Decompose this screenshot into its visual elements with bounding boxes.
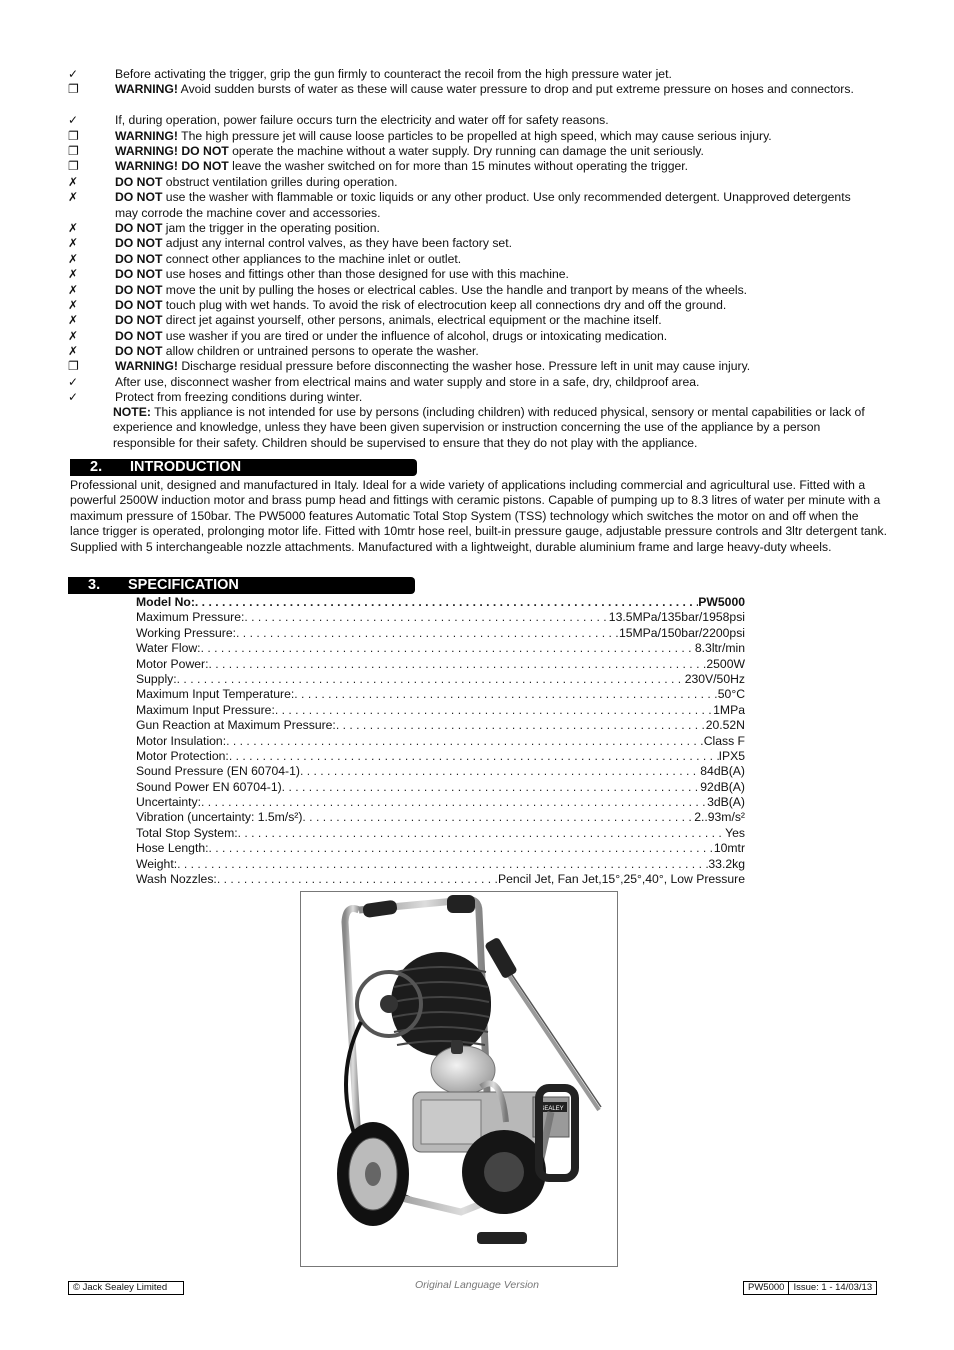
specification-title: SPECIFICATION [128,577,239,593]
spec-leader-dots [177,672,685,687]
safety-item-text [115,82,868,97]
spec-value: 1MPa [713,702,745,717]
safety-item-text [115,267,868,282]
spec-row [136,841,745,856]
safety-item-emphasis: DO NOT [115,251,163,266]
spec-label: Motor Insulation: [136,733,227,748]
safety-item-text [115,344,868,359]
safety-item-body: move the unit by pulling the hoses or electrical cables. Use the handle and tranport by means of the wheels. [162,282,748,297]
spec-value: PW5000 [698,595,745,609]
safety-item [68,236,868,251]
safety-item-text [115,144,868,159]
spec-label: Sound Pressure (EN 60704-1) [136,764,300,779]
safety-item-emphasis: DO NOT [115,236,163,251]
safety-item-emphasis: WARNING! DO NOT [115,159,229,174]
safety-item-emphasis: DO NOT [115,220,163,235]
checkbox-icon: ❐ [68,159,79,174]
spec-row [136,610,745,625]
note-text: This appliance is not intended for use by persons (including children) with reduced physical, sensory or mental capabilities or lack of experience and knowledge, unless they have been given supervision or instruction concerning the use of the appliance by a person responsible for their safety. Children should be supervised to ensure that they do not play with the appliance. [113,405,865,450]
spec-label: Motor Protection: [136,748,229,763]
spec-leader-dots [201,795,707,810]
spec-value: 10mtr [713,841,745,856]
safety-item-body: If, during operation, power failure occurs turn the electricity and water off for safety reasons. [115,113,609,128]
safety-item-text [115,159,868,174]
spec-label: Water Flow: [136,641,201,656]
safety-item-body: Before activating the trigger, grip the gun firmly to counteract the recoil from the high pressure water jet. [115,67,672,81]
spec-value: Yes [725,825,745,840]
spec-value: 84dB(A) [700,764,745,779]
safety-item-text [115,329,868,344]
footer-issue: Issue: 1 - 14/03/13 [789,1281,877,1295]
spec-label: Vibration (uncertainty: 1.5m/s²) [136,810,303,825]
spec-row [136,626,745,641]
safety-item [68,359,868,374]
brand-plate-text: SEALEY [540,1106,564,1112]
safety-item [68,344,868,359]
spec-leader-dots [201,641,695,656]
safety-item-text [115,236,868,251]
safety-item-body: The high pressure jet will cause loose particles to be propelled at high speed, which may cause serious injury. [177,128,772,143]
cross-icon: ✗ [68,282,79,297]
safety-item-emphasis: DO NOT [115,313,163,328]
spec-leader-dots [275,703,713,718]
spec-leader-dots [336,718,706,733]
spec-leader-dots [282,780,701,795]
safety-item-body: Avoid sudden bursts of water as these will cause water pressure to drop and put extreme pressure on hoses and connectors. [177,82,854,97]
safety-item-text [115,298,868,313]
spec-row [136,641,745,656]
spec-label: Gun Reaction at Maximum Pressure: [136,718,336,733]
copyright-box: © Jack Sealey Limited [68,1281,184,1295]
safety-item-body: Discharge residual pressure before disconnecting the washer hose. Pressure left in unit may cause injury. [177,359,751,374]
spec-row [136,749,745,764]
safety-item-emphasis: WARNING! DO NOT [115,143,229,158]
specification-table [136,595,745,887]
safety-item-text [115,359,868,374]
spec-value: 2500W [706,656,745,671]
spec-value: 50°C [717,687,745,702]
safety-item-emphasis: WARNING! [115,82,178,97]
tick-icon: ✓ [68,113,79,128]
safety-item [68,129,868,144]
issue-box [743,1281,877,1295]
spec-value: 20.52N [705,718,745,733]
specification-number: 3. [88,577,101,593]
spec-row [136,734,745,749]
safety-item-text [115,190,868,221]
safety-item-text [115,313,868,328]
cross-icon: ✗ [68,297,79,312]
introduction-heading [70,459,417,476]
cross-icon: ✗ [68,190,79,205]
spec-label: Weight: [136,856,178,871]
safety-item-text [115,283,868,298]
spec-label: Sound Power EN 60704-1) [136,779,282,794]
tick-icon: ✓ [68,67,79,81]
spec-label: Wash Nozzles: [136,872,217,887]
safety-item-body: After use, disconnect washer from electrical mains and water supply and store in a safe, dry, childproof area. [115,374,700,389]
checkbox-icon: ❐ [68,143,79,158]
safety-item [68,267,868,282]
tick-icon: ✓ [68,374,79,389]
safety-instructions [68,67,868,406]
spec-label: Working Pressure: [136,625,237,640]
spec-row [136,718,745,733]
safety-item-body: obstruct ventilation grilles during operation. [162,174,398,189]
safety-item-emphasis: DO NOT [115,190,163,205]
original-language-label: Original Language Version [415,1279,539,1291]
spec-row [136,657,745,672]
safety-item-emphasis: DO NOT [115,328,163,343]
spec-row [136,810,745,825]
spec-label: Motor Power: [136,656,209,671]
safety-item-text [115,113,868,128]
safety-item-emphasis: WARNING! [115,359,178,374]
spec-label: Uncertainty: [136,795,202,810]
safety-item [68,159,868,174]
safety-item-body: use washer if you are tired or under the influence of alcohol, drugs or intoxicating medication. [162,328,668,343]
introduction-text: Professional unit, designed and manufactured in Italy. Ideal for a wide variety of applications including commercial and agricultural use. Fitted with a powerful 2500W induction motor and brass pump head and fittings with ceramic pistons. Capable of pumping up to 8.3 litres of water per minute with a maximum pressure of 150bar. The PW5000 features Automatic Total Stop System (TSS) technology which switches the motor on and off when the lance trigger is operated, prolonging motor life. Fitted with 10mtr hose reel, built-in pressure gauge, adjustable pressure controls and 3ltr detergent tank. Supplied with 5 interchangeable nozzle attachments. Manufactured with a lightweight, durable aluminium frame and large heavy-duty wheels. [70,478,888,554]
spec-leader-dots [217,872,498,887]
spec-leader-dots [209,841,714,856]
spec-row [136,595,745,610]
safety-item-body: use the washer with flammable or toxic liquids or any other product. Use only recommended detergent. Unapproved detergents may corrode the machine cover and accessories. [115,190,851,220]
safety-item [68,283,868,298]
spec-leader-dots [177,857,708,872]
cross-icon: ✗ [68,220,79,235]
spec-value: 13.5MPa/135bar/1958psi [608,610,745,625]
safety-item-body: use hoses and fittings other than those designed for use with this machine. [162,267,569,282]
spec-value: 92dB(A) [700,779,745,794]
safety-item [68,190,868,221]
safety-item-body: connect other appliances to the machine inlet or outlet. [162,251,462,266]
safety-item-text [115,175,868,190]
safety-item [68,390,868,405]
spec-row [136,703,745,718]
spec-leader-dots [302,810,694,825]
spec-row [136,872,745,887]
safety-item-body: adjust any internal control valves, as they have been factory set. [162,236,512,251]
spec-value: Pencil Jet, Fan Jet,15°,25°,40°, Low Pressure [498,872,745,887]
safety-item-text [115,390,868,405]
pressure-washer-illustration [301,892,617,1266]
safety-item-emphasis: DO NOT [115,174,163,189]
spec-label: Hose Length: [136,841,209,856]
spec-value: IPX5 [718,748,745,763]
safety-item-text [115,375,868,390]
checkbox-icon: ❐ [68,82,79,97]
safety-item-body: touch plug with wet hands. To avoid the risk of electrocution keep all connections dry and off the ground. [162,297,727,312]
footer-model: PW5000 [743,1281,789,1295]
safety-item [68,82,868,113]
safety-item-body: direct jet against yourself, other persons, animals, electrical equipment or the machine itself. [162,313,662,328]
cross-icon: ✗ [68,344,79,359]
spec-leader-dots [244,610,608,625]
cross-icon: ✗ [68,267,79,282]
safety-item-emphasis: WARNING! [115,128,178,143]
spec-leader-dots [195,595,698,610]
safety-item [68,375,868,390]
cross-icon: ✗ [68,328,79,343]
spec-value: 2..93m/s² [694,810,745,825]
safety-item-emphasis: DO NOT [115,344,163,359]
safety-item-body: Protect from freezing conditions during winter. [115,390,363,405]
safety-item [68,313,868,328]
specification-heading [68,577,415,594]
spec-value: 230V/50Hz [684,671,745,686]
safety-item [68,298,868,313]
safety-item-emphasis: DO NOT [115,267,163,282]
safety-item-emphasis: DO NOT [115,297,163,312]
safety-item-text [115,67,868,82]
spec-leader-dots [236,626,619,641]
note-label: NOTE: [113,405,151,419]
cross-icon: ✗ [68,174,79,189]
spec-label: Maximum Input Temperature: [136,687,295,702]
checkbox-icon: ❐ [68,128,79,143]
spec-label: Total Stop System: [136,825,238,840]
spec-leader-dots [300,764,700,779]
spec-row [136,857,745,872]
spec-row [136,780,745,795]
spec-label: Model No: [136,595,195,609]
safety-item [68,221,868,236]
spec-leader-dots [238,826,726,841]
safety-item [68,329,868,344]
spec-leader-dots [208,657,706,672]
spec-row [136,795,745,810]
spec-value: 33.2kg [708,856,745,871]
safety-item-body: operate the machine without a water supply. Dry running can damage the unit seriously. [228,143,704,158]
spec-label: Maximum Input Pressure: [136,702,275,717]
product-photo [300,891,618,1267]
note-paragraph [113,405,873,451]
safety-item-body: jam the trigger in the operating position. [162,220,380,235]
checkbox-icon: ❐ [68,359,79,374]
cross-icon: ✗ [68,313,79,328]
safety-item [68,175,868,190]
spec-leader-dots [294,687,717,702]
introduction-number: 2. [90,459,103,475]
safety-item [68,67,868,82]
spec-label: Maximum Pressure: [136,610,245,625]
spec-row [136,826,745,841]
spec-value: 3dB(A) [707,795,745,810]
safety-item-body: allow children or untrained persons to operate the washer. [162,344,479,359]
spec-row [136,672,745,687]
introduction-title: INTRODUCTION [130,459,242,475]
spec-leader-dots [229,749,719,764]
spec-label: Supply: [136,671,177,686]
spec-value: 8.3ltr/min [694,641,745,656]
spec-leader-dots [226,734,704,749]
spec-row [136,764,745,779]
safety-item-text [115,252,868,267]
safety-item-body: leave the washer switched on for more than 15 minutes without operating the trigger. [228,159,689,174]
safety-item [68,252,868,267]
safety-item-text [115,129,868,144]
safety-item [68,144,868,159]
cross-icon: ✗ [68,251,79,266]
spec-value: 15MPa/150bar/2200psi [618,625,745,640]
tick-icon: ✓ [68,390,79,405]
spec-value: Class F [703,733,745,748]
spec-row [136,687,745,702]
safety-item-emphasis: DO NOT [115,282,163,297]
safety-item-text [115,221,868,236]
cross-icon: ✗ [68,236,79,251]
safety-item [68,113,868,128]
